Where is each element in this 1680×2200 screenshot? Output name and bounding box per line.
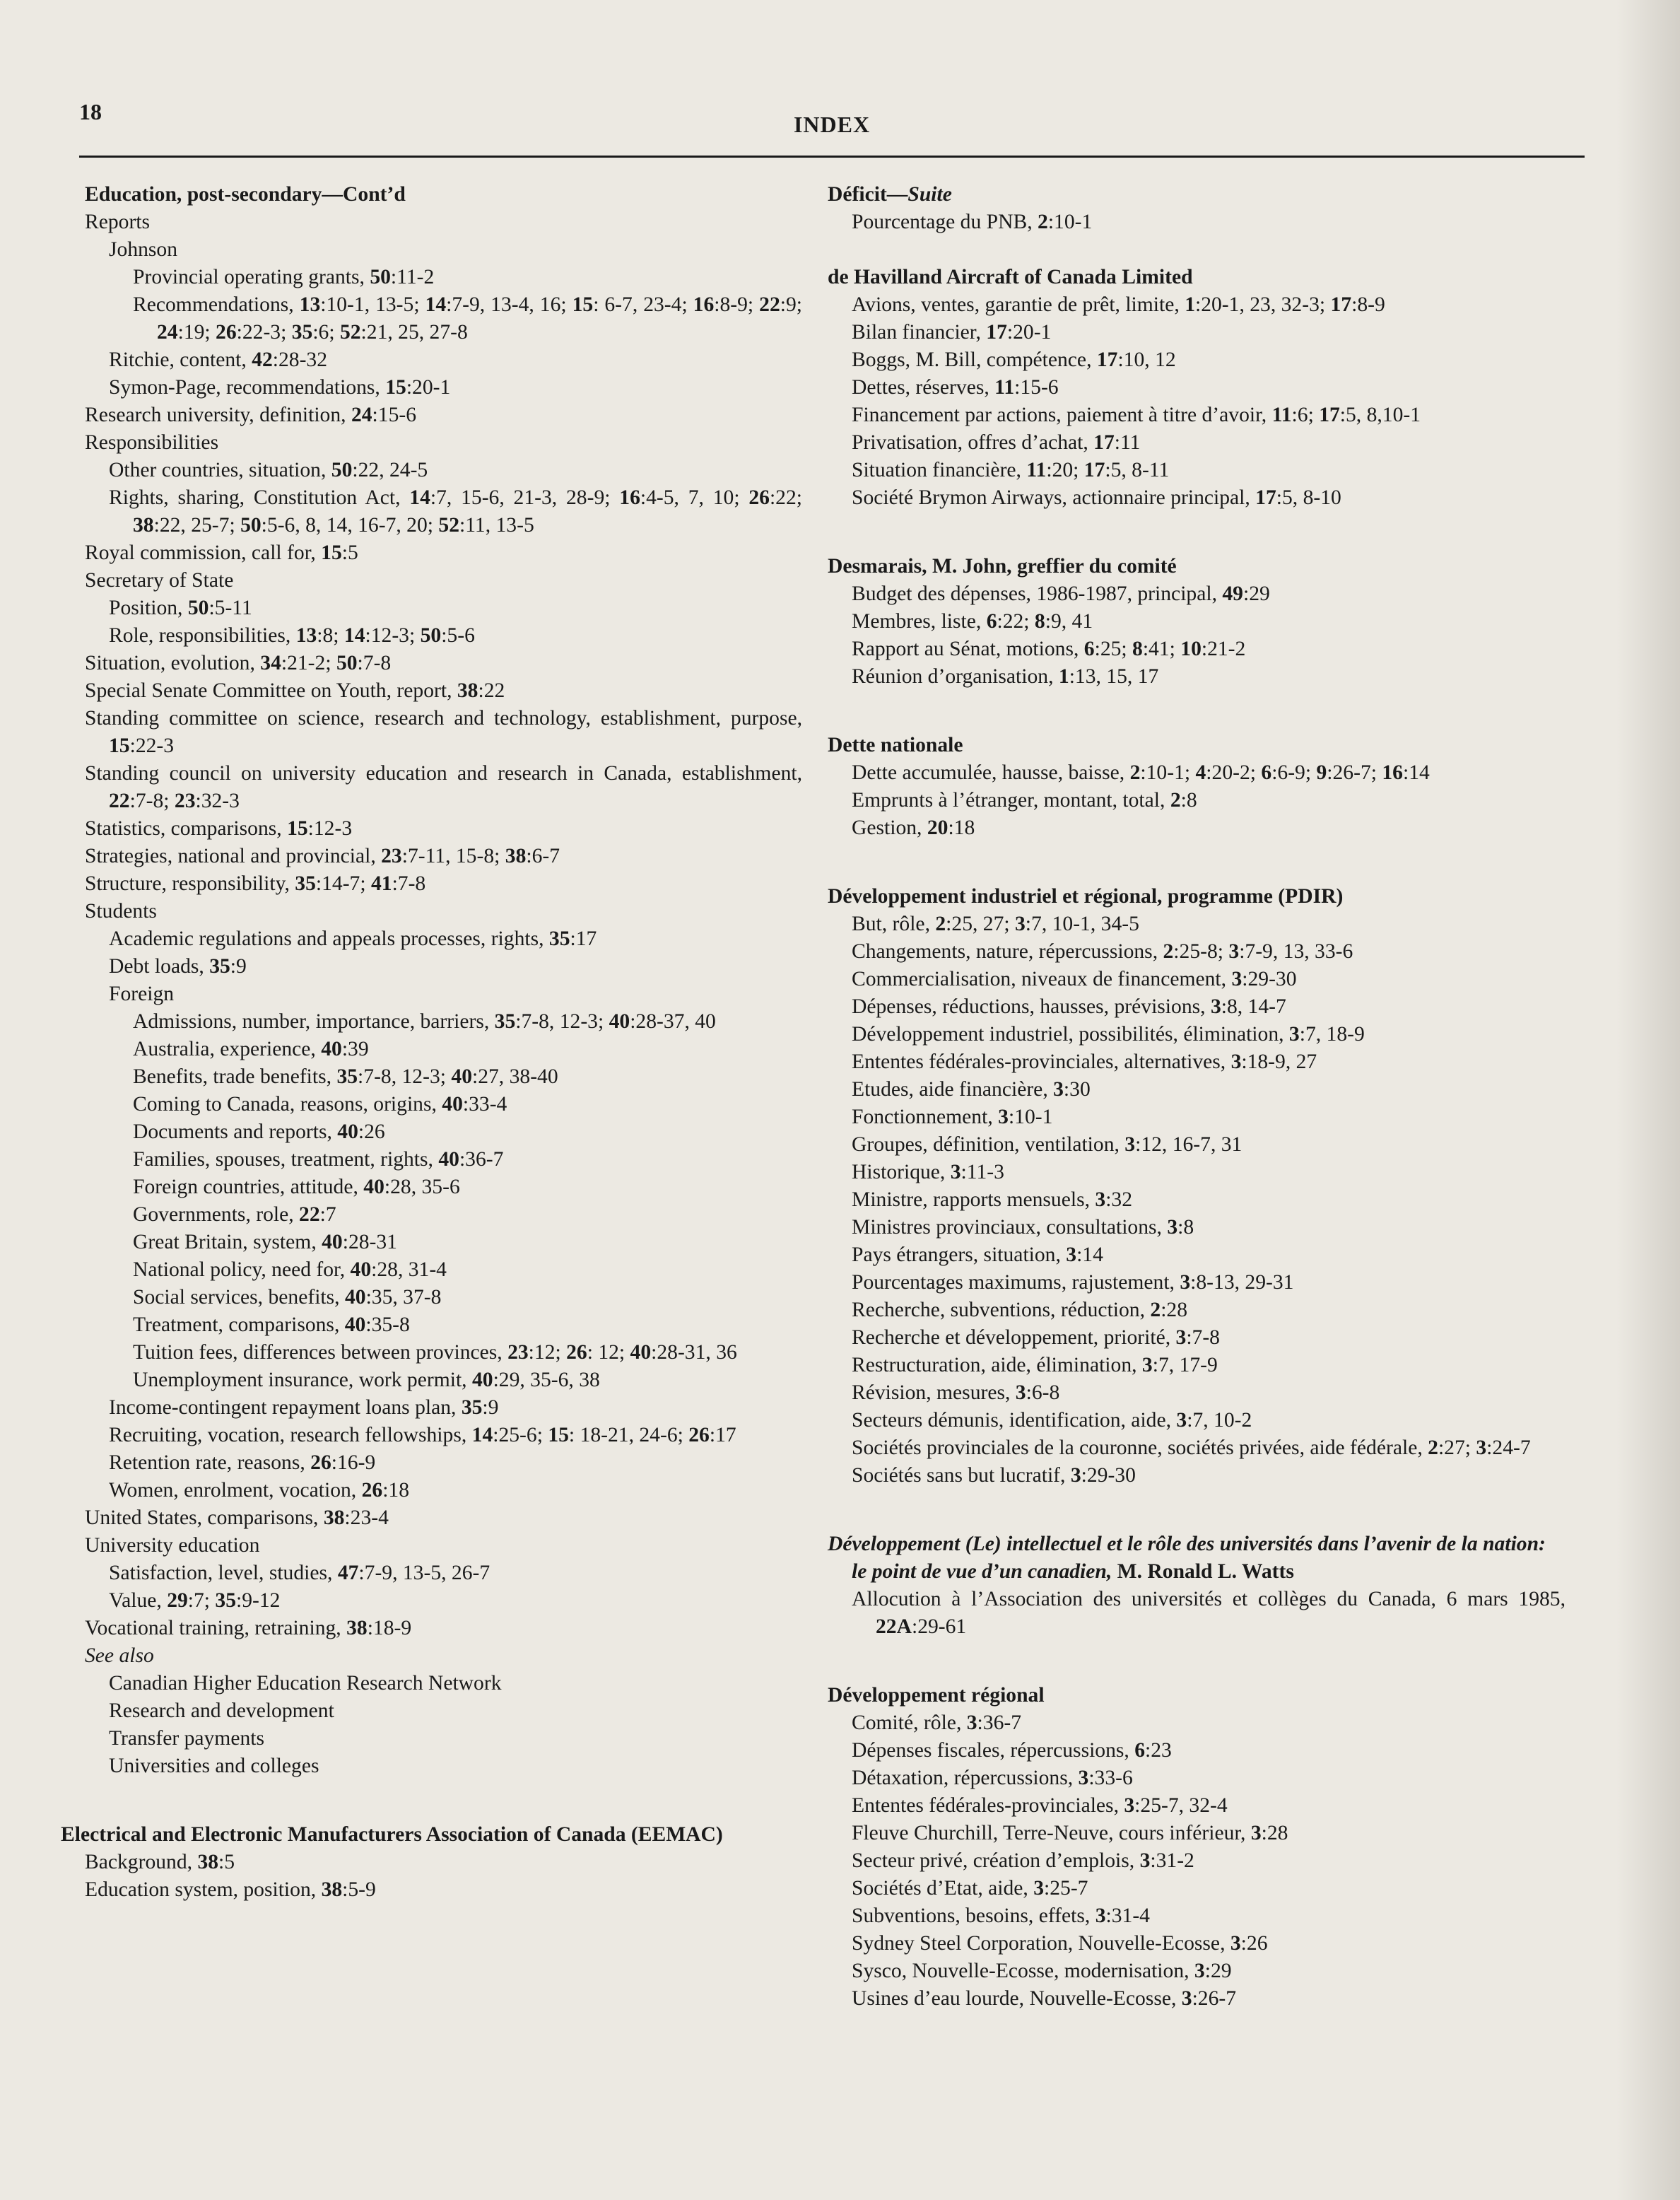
index-entry: Responsibilities [85, 431, 219, 454]
index-entry: Avions, ventes, garantie de prêt, limite, 1:20-1, 23, 32-3; 17:8-9 [852, 293, 1385, 316]
index-entry: Sydney Steel Corporation, Nouvelle-Ecosse, 3:26 [852, 1932, 1268, 1955]
index-entry: Retention rate, reasons, 26:16-9 [109, 1451, 376, 1474]
index-entry: Fonctionnement, 3:10-1 [852, 1106, 1053, 1128]
index-entry: Subventions, besoins, effets, 3:31-4 [852, 1904, 1150, 1927]
index-entry: Women, enrolment, vocation, 26:18 [109, 1479, 410, 1502]
index-entry: Education system, position, 38:5-9 [85, 1878, 376, 1901]
index-entry: Income-contingent repayment loans plan, 35:9 [109, 1396, 499, 1419]
entry-gap [852, 842, 1566, 883]
index-entry: Financement par actions, paiement à titre d’avoir, 11:6; 17:5, 8,10-1 [852, 404, 1421, 426]
index-entry: Société Brymon Airways, actionnaire principal, 17:5, 8-10 [852, 486, 1341, 509]
index-entry: National policy, need for, 40:28, 31-4 [133, 1258, 447, 1281]
index-entry: Governments, role, 22:7 [133, 1203, 336, 1226]
index-entry: Australia, experience, 40:39 [133, 1038, 369, 1060]
index-entry: Vocational training, retraining, 38:18-9 [85, 1617, 412, 1639]
index-entry: Unemployment insurance, work permit, 40:29, 35-6, 38 [133, 1369, 600, 1391]
index-entry: Statistics, comparisons, 15:12-3 [85, 817, 353, 840]
index-entry: Commercialisation, niveaux de financement, 3:29-30 [852, 968, 1297, 990]
index-entry: University education [85, 1534, 260, 1557]
index-entry: Sociétés d’Etat, aide, 3:25-7 [852, 1877, 1088, 1900]
entry-gap [852, 236, 1566, 264]
index-entry: Royal commission, call for, 15:5 [85, 542, 358, 564]
index-entry: Johnson [109, 238, 178, 261]
index-entry: Gestion, 20:18 [852, 817, 975, 839]
index-entry: Développement industriel, possibilités, élimination, 3:7, 18-9 [852, 1023, 1365, 1046]
index-entry: Transfer payments [109, 1727, 265, 1750]
index-entry: Ententes fédérales-provinciales, alternatives, 3:18-9, 27 [852, 1051, 1317, 1073]
index-entry: Boggs, M. Bill, compétence, 17:10, 12 [852, 349, 1176, 371]
index-heading: Développement (Le) intellectuel et le rôle des universités dans l’avenir de la nation: le point de vue d’un canadien, M. Ronald L. Watts [828, 1533, 1546, 1583]
index-column-left [61, 181, 802, 1904]
index-entry: Réunion d’organisation, 1:13, 15, 17 [852, 665, 1159, 688]
index-entry: Value, 29:7; 35:9-12 [109, 1589, 281, 1612]
index-entry: Ministre, rapports mensuels, 3:32 [852, 1188, 1133, 1211]
running-head: INDEX [793, 112, 871, 137]
index-entry: Benefits, trade benefits, 35:7-8, 12-3; 40:27, 38-40 [133, 1065, 558, 1088]
index-entry: United States, comparisons, 38:23-4 [85, 1506, 389, 1529]
index-entry: Tuition fees, differences between provinces, 23:12; 26: 12; 40:28-31, 36 [133, 1341, 737, 1364]
index-entry: Révision, mesures, 3:6-8 [852, 1381, 1060, 1404]
index-entry: Détaxation, répercussions, 3:33-6 [852, 1767, 1133, 1789]
index-entry: Pourcentage du PNB, 2:10-1 [852, 211, 1093, 233]
index-entry: Restructuration, aide, élimination, 3:7, 17-9 [852, 1354, 1218, 1376]
index-entry: Sociétés sans but lucratif, 3:29-30 [852, 1464, 1136, 1487]
index-entry: Ministres provinciaux, consultations, 3:8 [852, 1216, 1194, 1239]
index-entry: Pays étrangers, situation, 3:14 [852, 1244, 1103, 1266]
index-entry: Comité, rôle, 3:36-7 [852, 1712, 1022, 1734]
index-entry: Recruiting, vocation, research fellowships, 14:25-6; 15: 18-21, 24-6; 26:17 [109, 1424, 736, 1446]
index-entry: Recommendations, 13:10-1, 13-5; 14:7-9, 13-4, 16; 15: 6-7, 23-4; 16:8-9; 22:9; 24:19; 26:22-3; 35:6; 52:21, 25, 27-8 [133, 293, 802, 344]
index-entry: Families, spouses, treatment, rights, 40:36-7 [133, 1148, 504, 1171]
index-entry: Provincial operating grants, 50:11-2 [133, 266, 435, 288]
entry-gap [85, 1780, 802, 1821]
index-entry: Social services, benefits, 40:35, 37-8 [133, 1286, 442, 1309]
index-entry: Students [85, 900, 157, 923]
entry-gap [852, 512, 1566, 553]
index-entry: Sociétés provinciales de la couronne, sociétés privées, aide fédérale, 2:27; 3:24-7 [852, 1437, 1531, 1459]
index-entry: Secteurs démunis, identification, aide, 3:7, 10-2 [852, 1409, 1252, 1432]
index-entry: Rights, sharing, Constitution Act, 14:7, 15-6, 21-3, 28-9; 16:4-5, 7, 10; 26:22; 38:22, 25-7; 50:5-6, 8, 14, 16-7, 20; 52:11, 13-5 [109, 486, 802, 537]
index-entry: Structure, responsibility, 35:14-7; 41:7-8 [85, 872, 426, 895]
index-entry: But, rôle, 2:25, 27; 3:7, 10-1, 34-5 [852, 913, 1139, 935]
index-heading: Développement régional [828, 1684, 1045, 1707]
index-entry: Secretary of State [85, 569, 234, 592]
index-entry: Pourcentages maximums, rajustement, 3:8-13, 29-31 [852, 1271, 1294, 1294]
index-entry: Satisfaction, level, studies, 47:7-9, 13-5, 26-7 [109, 1562, 491, 1584]
index-entry: Recherche et développement, priorité, 3:7-8 [852, 1326, 1220, 1349]
index-heading: Education, post-secondary—Cont’d [85, 183, 406, 206]
index-entry: Reports [85, 211, 151, 233]
index-entry: Canadian Higher Education Research Network [109, 1672, 502, 1695]
page-header [79, 99, 1585, 156]
index-heading: Développement industriel et régional, programme (PDIR) [828, 885, 1344, 908]
index-heading: Dette nationale [828, 734, 963, 756]
index-entry: Other countries, situation, 50:22, 24-5 [109, 459, 428, 481]
page-number: 18 [79, 99, 102, 124]
header-rule [79, 156, 1585, 158]
index-entry: Allocution à l’Association des universités et collèges du Canada, 6 mars 1985, 22A:29-61 [852, 1588, 1566, 1638]
entry-gap [852, 1641, 1566, 1682]
index-entry: Recherche, subventions, réduction, 2:28 [852, 1299, 1188, 1321]
index-entry: Sysco, Nouvelle-Ecosse, modernisation, 3:29 [852, 1960, 1232, 1982]
index-entry: Research and development [109, 1699, 334, 1722]
index-entry: Foreign countries, attitude, 40:28, 35-6 [133, 1176, 460, 1198]
index-entry: Documents and reports, 40:26 [133, 1121, 385, 1143]
index-entry: Ritchie, content, 42:28-32 [109, 349, 328, 371]
page-edge-shadow [1616, 0, 1680, 2200]
see-also-label: See also [85, 1644, 154, 1667]
index-entry: Background, 38:5 [85, 1851, 235, 1873]
index-entry: Dépenses, réductions, hausses, prévisions, 3:8, 14-7 [852, 995, 1286, 1018]
index-entry: Position, 50:5-11 [109, 597, 252, 619]
index-entry: Bilan financier, 17:20-1 [852, 321, 1052, 344]
index-entry: Debt loads, 35:9 [109, 955, 247, 978]
index-entry: Changements, nature, répercussions, 2:25-8; 3:7-9, 13, 33-6 [852, 940, 1353, 963]
index-entry: Dépenses fiscales, répercussions, 6:23 [852, 1739, 1172, 1762]
index-entry: Treatment, comparisons, 40:35-8 [133, 1313, 410, 1336]
index-entry: Emprunts à l’étranger, montant, total, 2:8 [852, 789, 1197, 812]
index-entry: Research university, definition, 24:15-6 [85, 404, 417, 426]
index-entry: Rapport au Sénat, motions, 6:25; 8:41; 10:21-2 [852, 638, 1246, 660]
index-heading: Desmarais, M. John, greffier du comité [828, 555, 1177, 578]
index-entry: Situation, evolution, 34:21-2; 50:7-8 [85, 652, 392, 674]
index-entry: Special Senate Committee on Youth, report, 38:22 [85, 679, 505, 702]
index-entry: Situation financière, 11:20; 17:5, 8-11 [852, 459, 1170, 481]
index-entry: Groupes, définition, ventilation, 3:12, 16-7, 31 [852, 1133, 1243, 1156]
index-entry: Membres, liste, 6:22; 8:9, 41 [852, 610, 1093, 633]
index-entry: Secteur privé, création d’emplois, 3:31-2 [852, 1849, 1194, 1872]
index-heading: de Havilland Aircraft of Canada Limited [828, 266, 1193, 288]
entry-gap [852, 691, 1566, 732]
index-entry: Fleuve Churchill, Terre-Neuve, cours inférieur, 3:28 [852, 1822, 1288, 1844]
index-entry: Foreign [109, 983, 175, 1005]
index-entry: Usines d’eau lourde, Nouvelle-Ecosse, 3:26-7 [852, 1987, 1237, 2010]
index-entry: Standing committee on science, research and technology, establishment, purpose, 15:22-3 [85, 707, 802, 757]
index-entry: Dette accumulée, hausse, baisse, 2:10-1; 4:20-2; 6:6-9; 9:26-7; 16:14 [852, 761, 1430, 784]
index-entry: Budget des dépenses, 1986-1987, principal, 49:29 [852, 583, 1270, 605]
index-entry: Dettes, réserves, 11:15-6 [852, 376, 1059, 399]
index-entry: Admissions, number, importance, barriers, 35:7-8, 12-3; 40:28-37, 40 [133, 1010, 716, 1033]
index-entry: Role, responsibilities, 13:8; 14:12-3; 50:5-6 [109, 624, 475, 647]
entry-gap [852, 1490, 1566, 1531]
index-entry: Historique, 3:11-3 [852, 1161, 1004, 1183]
index-entry: Strategies, national and provincial, 23:7-11, 15-8; 38:6-7 [85, 845, 560, 867]
index-entry: Universities and colleges [109, 1755, 319, 1777]
index-entry: Academic regulations and appeals processes, rights, 35:17 [109, 928, 597, 950]
index-entry: Coming to Canada, reasons, origins, 40:33-4 [133, 1093, 507, 1116]
index-entry: Ententes fédérales-provinciales, 3:25-7, 32-4 [852, 1794, 1228, 1817]
index-heading: Electrical and Electronic Manufacturers Association of Canada (EEMAC) [61, 1823, 723, 1846]
index-entry: Privatisation, offres d’achat, 17:11 [852, 431, 1141, 454]
index-column-right [828, 181, 1566, 2013]
index-entry: Great Britain, system, 40:28-31 [133, 1231, 397, 1253]
index-entry: Symon-Page, recommendations, 15:20-1 [109, 376, 451, 399]
index-heading: Déficit—Suite [828, 183, 952, 206]
index-entry: Etudes, aide financière, 3:30 [852, 1078, 1091, 1101]
index-entry: Standing council on university education and research in Canada, establishment, 22:7-8; 23:32-3 [85, 762, 802, 812]
